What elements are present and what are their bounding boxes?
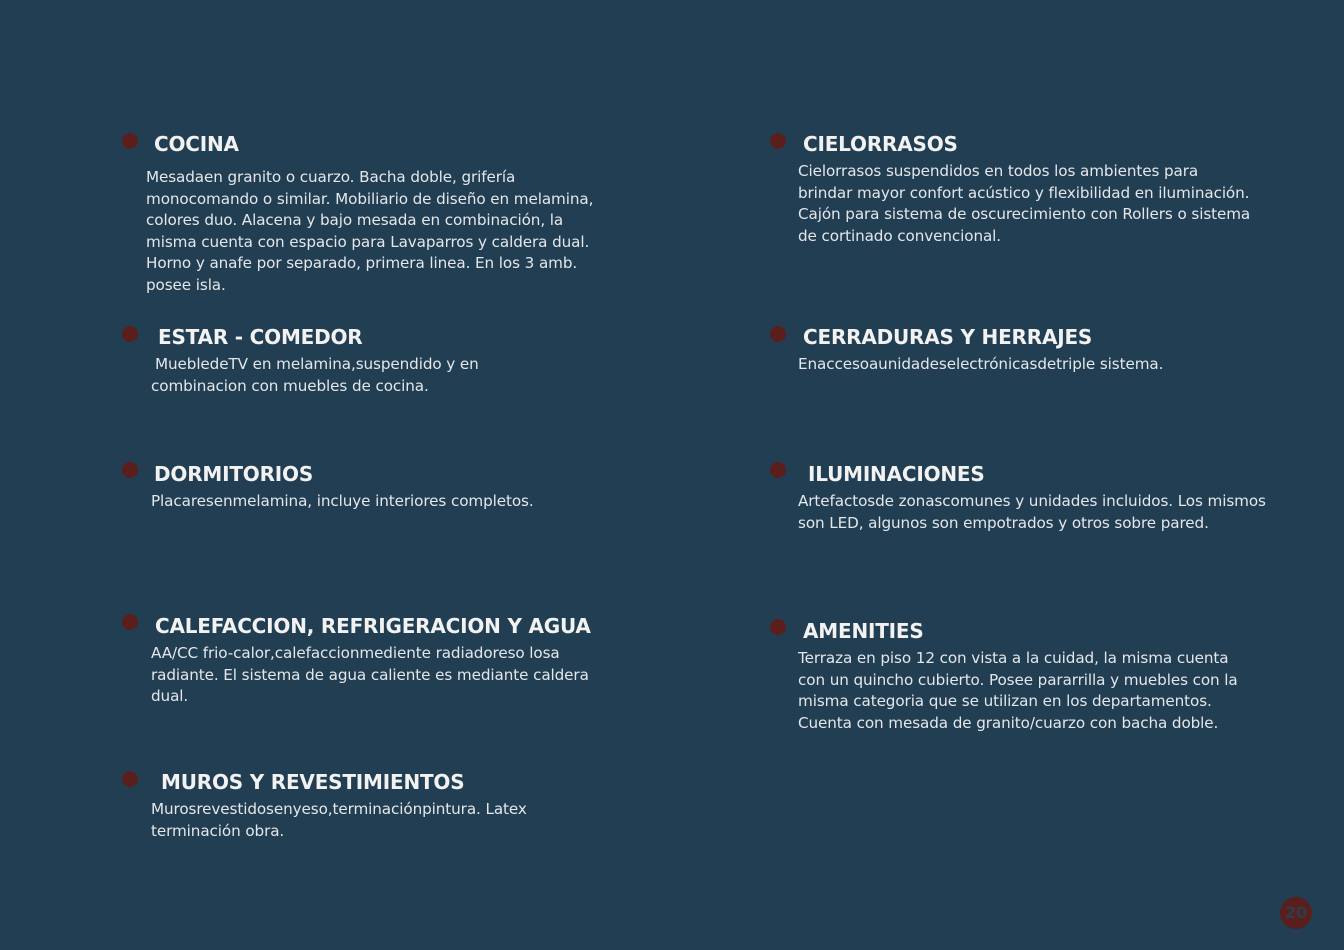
section-text: MuebledeTV en melamina,suspendido y en combinacion con muebles de cocina. xyxy=(151,355,479,395)
section-title: CERRADURAS Y HERRAJES xyxy=(803,325,1093,349)
bullet-icon xyxy=(122,462,138,478)
bullet-icon xyxy=(770,462,786,478)
section-text: Cielorrasos suspendidos en todos los ambientes para brindar mayor confort acústico y flexibilidad en iluminación. Cajón para sistema de oscurecimiento con Rollers o sistema de cortinado convencional. xyxy=(798,162,1251,245)
section-title: DORMITORIOS xyxy=(154,462,314,486)
section-title: CALEFACCION, REFRIGERACION Y AGUA xyxy=(155,614,591,638)
section-title: AMENITIES xyxy=(803,619,924,643)
section-text: Placaresenmelamina, incluye interiores completos. xyxy=(151,492,534,510)
section-title: COCINA xyxy=(154,132,239,156)
section-text: Murosrevestidosenyeso,terminaciónpintura. Latex terminación obra. xyxy=(151,800,527,840)
section-text: Enaccesoaunidadeselectrónicasdetriple sistema. xyxy=(798,355,1164,373)
bullet-icon xyxy=(122,326,138,342)
section-text: Mesadaen granito o cuarzo. Bacha doble, grifería monocomando o similar. Mobiliario de diseño en melamina, colores duo. Alacena y bajo mesada en combinación, la misma cuenta con espacio para Lavaparros y caldera dual. Horno y anafe por separado, primera linea. En los 3 amb. posee isla. xyxy=(146,168,594,294)
bullet-icon xyxy=(122,771,138,787)
section-title: ILUMINACIONES xyxy=(808,462,985,486)
page-number: 20 xyxy=(1280,897,1312,929)
section-title: ESTAR - COMEDOR xyxy=(158,325,363,349)
section-text: Terraza en piso 12 con vista a la cuidad, la misma cuenta con un quincho cubierto. Posee pararrilla y muebles con la misma categoria que se utilizan en los departamentos. Cuenta con mesada de granito/cuarzo con bacha doble. xyxy=(798,649,1238,732)
section-text: AA/CC frio-calor,calefaccionmediente radiadoreso losa radiante. El sistema de agua caliente es mediante caldera dual. xyxy=(151,644,589,706)
bullet-icon xyxy=(122,133,138,149)
section-title: CIELORRASOS xyxy=(803,132,958,156)
section-text: Artefactosde zonascomunes y unidades incluidos. Los mismos son LED, algunos son empotrados y otros sobre pared. xyxy=(798,492,1266,532)
bullet-icon xyxy=(122,614,138,630)
bullet-icon xyxy=(770,619,786,635)
section-title: MUROS Y REVESTIMIENTOS xyxy=(161,770,465,794)
bullet-icon xyxy=(770,326,786,342)
bullet-icon xyxy=(770,133,786,149)
